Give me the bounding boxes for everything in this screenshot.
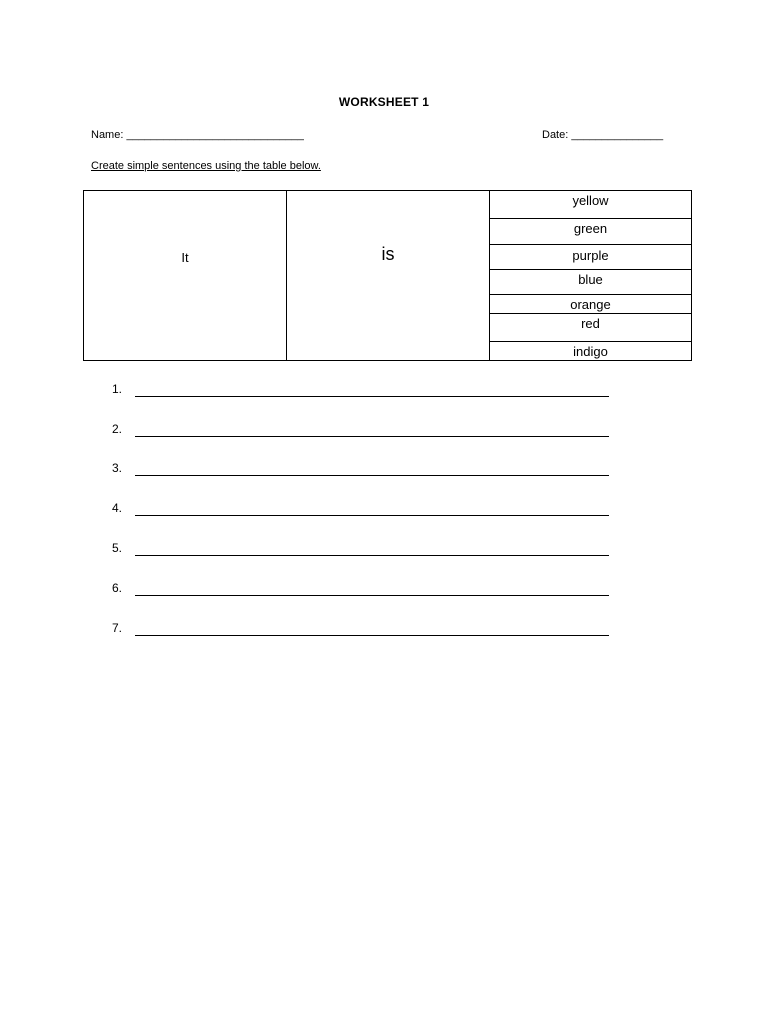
- name-field[interactable]: Name: _____________________________: [91, 129, 304, 141]
- answer-blank[interactable]: [135, 436, 609, 437]
- color-cell-yellow: yellow: [490, 191, 691, 219]
- answer-line-7[interactable]: [112, 621, 612, 639]
- subject-cell: It: [181, 250, 189, 265]
- sentence-table: [83, 190, 692, 361]
- answer-line-2[interactable]: [112, 422, 612, 440]
- answer-line-1[interactable]: [112, 382, 612, 400]
- answer-number: 5.: [112, 541, 123, 555]
- color-cell-orange: orange: [490, 295, 691, 314]
- date-field[interactable]: Date: _______________: [542, 129, 664, 141]
- answer-blank[interactable]: [135, 555, 609, 556]
- answer-number: 6.: [112, 581, 123, 595]
- verb-cell: is: [381, 244, 395, 264]
- answer-blank[interactable]: [135, 515, 609, 516]
- color-cell-purple: purple: [490, 245, 691, 270]
- answer-number: 1.: [112, 382, 123, 396]
- answer-blank[interactable]: [135, 595, 609, 596]
- answer-line-5[interactable]: [112, 541, 612, 559]
- answer-line-6[interactable]: [112, 581, 612, 599]
- answer-line-4[interactable]: [112, 501, 612, 519]
- answer-number: 7.: [112, 621, 123, 635]
- answer-number: 4.: [112, 501, 123, 515]
- color-cell-blue: blue: [490, 270, 691, 295]
- color-cell-red: red: [490, 314, 691, 342]
- color-cell-green: green: [490, 219, 691, 245]
- answer-line-3[interactable]: [112, 461, 612, 479]
- instruction-text: Create simple sentences using the table below.: [91, 160, 321, 172]
- answer-blank[interactable]: [135, 635, 609, 636]
- answer-number: 2.: [112, 422, 123, 436]
- colors-column: [490, 191, 691, 360]
- worksheet-title: WORKSHEET 1: [338, 95, 430, 109]
- color-cell-indigo: indigo: [573, 344, 608, 359]
- answer-blank[interactable]: [135, 396, 609, 397]
- answer-number: 3.: [112, 461, 123, 475]
- answer-blank[interactable]: [135, 475, 609, 476]
- verb-column: [287, 191, 490, 360]
- subject-column: [84, 191, 287, 360]
